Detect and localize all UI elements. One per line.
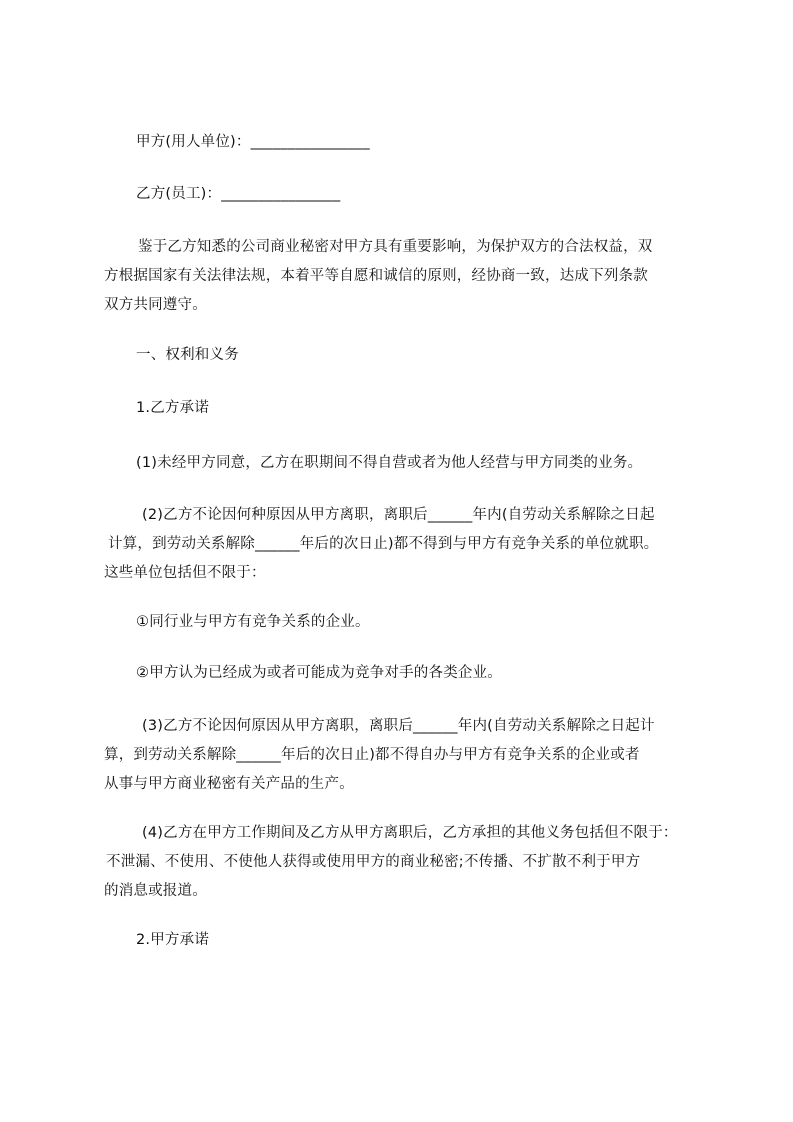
clause-4-paragraph xyxy=(104,819,704,906)
preamble-line-1: 鉴于乙方知悉的公司商业秘密对甲方具有重要影响，为保护双方的合法权益，双 xyxy=(138,239,653,255)
clause-4-line-2: 不泄漏、不使用、不使他人获得或使用甲方的商业秘密;不传播、不扩散不利于甲方 xyxy=(106,854,641,870)
clause-3-line-3: 从事与甲方商业秘密有关产品的生产。 xyxy=(104,776,354,792)
clause-3-paragraph xyxy=(104,712,704,799)
preamble-paragraph xyxy=(104,233,704,320)
clause-4-line-3: 的消息或报道。 xyxy=(104,883,207,899)
subsection-1-title: 1.乙方承诺 xyxy=(136,400,210,416)
clause-1: (1)未经甲方同意，乙方在职期间不得自营或者为他人经营与甲方同类的业务。 xyxy=(136,455,643,471)
preamble-line-2: 方根据国家有关法律法规，本着平等自愿和诚信的原则，经协商一致，达成下列条款 xyxy=(104,268,648,284)
clause-3-line-2: 算，到劳动关系解除______年后的次日止)都不得自办与甲方有竞争关系的企业或者 xyxy=(104,747,640,763)
clause-2-line-2: 计算，到劳动关系解除______年后的次日止)都不得到与甲方有竞争关系的单位就职。 xyxy=(108,536,659,552)
clause-2-line-1: (2)乙方不论因何种原因从甲方离职，离职后______年内(自劳动关系解除之日起 xyxy=(142,507,655,523)
clause-4-line-1: (4)乙方在甲方工作期间及乙方从甲方离职后，乙方承担的其他义务包括但不限于： xyxy=(142,825,678,841)
party-a-line: 甲方(用人单位)：________________ xyxy=(136,134,370,150)
clause-2-item-2: ②甲方认为已经成为或者可能成为竞争对手的各类企业。 xyxy=(136,665,502,681)
subsection-2-title: 2.甲方承诺 xyxy=(136,932,210,948)
preamble-line-3: 双方共同遵守。 xyxy=(104,297,207,313)
section-1-title: 一、权利和义务 xyxy=(136,347,239,363)
clause-2-item-1: ①同行业与甲方有竞争关系的企业。 xyxy=(136,614,370,630)
clause-3-line-1: (3)乙方不论因何原因从甲方离职，离职后______年内(自劳动关系解除之日起计 xyxy=(142,718,655,734)
clause-2-line-3: 这些单位包括但不限于： xyxy=(104,565,266,581)
party-b-line: 乙方(员工)：________________ xyxy=(136,186,341,202)
clause-2-paragraph xyxy=(104,501,704,588)
